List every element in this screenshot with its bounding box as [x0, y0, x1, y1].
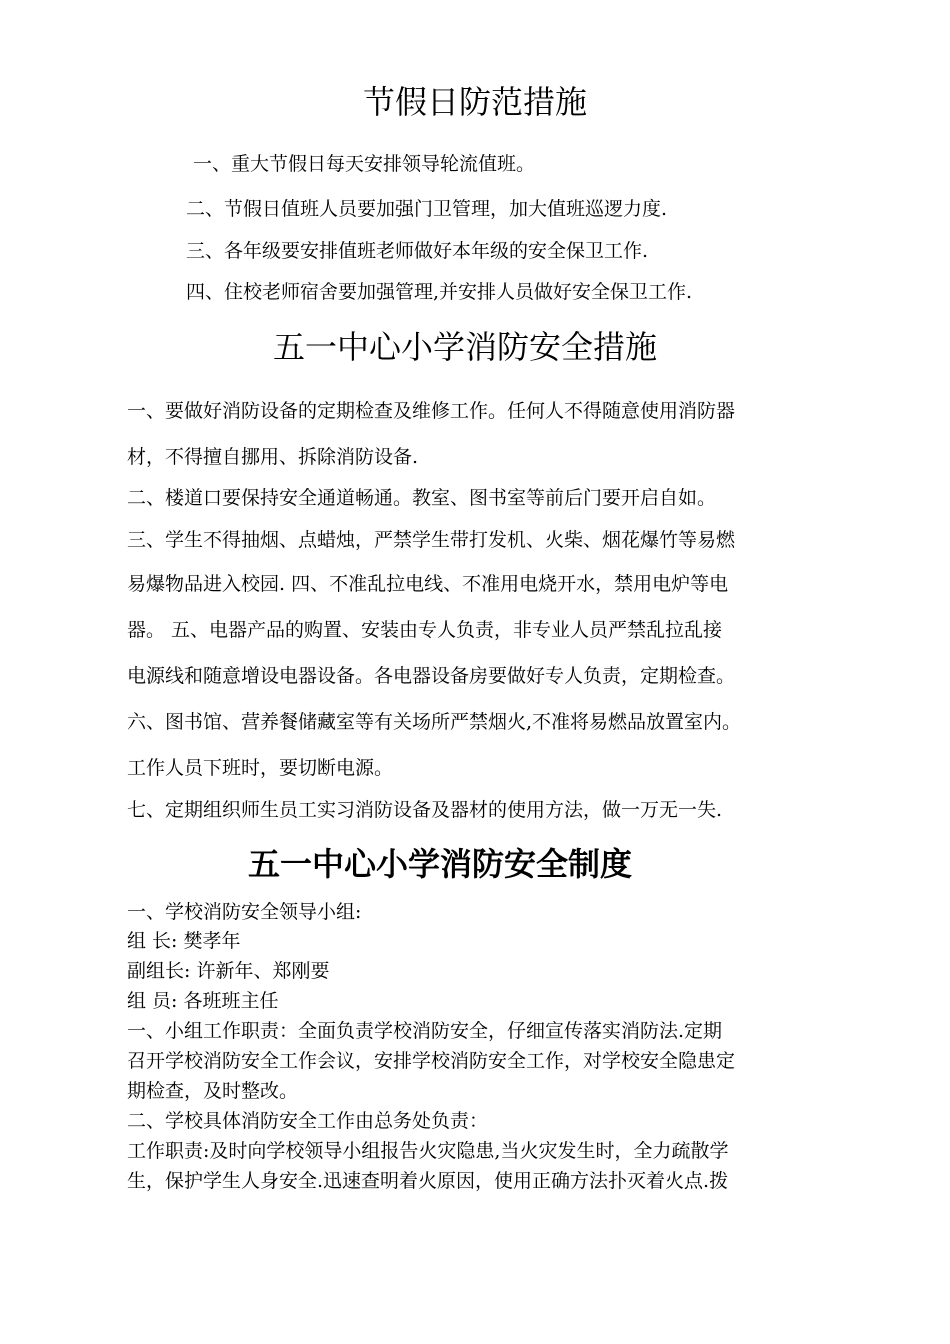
fire-system-line-8: 二、学校具体消防安全工作由总务处负责： [127, 1110, 489, 1132]
fire-measures-line-5: 易爆物品进入校园. 四、不准乱拉电线、不准用电烧开水，禁用电炉等电 [127, 573, 729, 595]
fire-measures-line-9: 工作人员下班时，要切断电源。 [127, 757, 394, 779]
fire-system-line-9: 工作职责:及时向学校领导小组报告火灾隐患,当火灾发生时，全力疏散学 [127, 1140, 729, 1162]
fire-system-line-4: 组 员: 各班班主任 [127, 990, 279, 1012]
holiday-item-2: 二、节假日值班人员要加强门卫管理，加大值班巡逻力度. [186, 198, 668, 220]
section-title-holiday: 节假日防范措施 [362, 83, 587, 121]
fire-system-line-10: 生，保护学生人身安全.迅速查明着火原因，使用正确方法扑灭着火点.拨 [127, 1170, 729, 1192]
fire-measures-line-10: 七、定期组织师生员工实习消防设备及器材的使用方法，做一万无一失. [127, 799, 723, 821]
section-title-fire-measures: 五一中心小学消防安全措施 [272, 328, 657, 366]
holiday-item-4: 四、住校老师宿舍要加强管理,并安排人员做好安全保卫工作. [186, 281, 693, 303]
fire-system-line-2: 组 长: 樊孝年 [127, 930, 241, 952]
fire-system-line-6: 召开学校消防安全工作会议，安排学校消防安全工作，对学校安全隐患定 [127, 1050, 736, 1072]
fire-system-line-5: 一、小组工作职责：全面负责学校消防安全，仔细宣传落实消防法.定期 [127, 1020, 723, 1042]
holiday-item-1: 一、重大节假日每天安排领导轮流值班。 [193, 153, 536, 175]
holiday-item-3: 三、各年级要安排值班老师做好本年级的安全保卫工作. [186, 240, 649, 262]
fire-measures-line-8: 六、图书馆、营养餐储藏室等有关场所严禁烟火,不准将易燃品放置室内。 [127, 711, 742, 733]
fire-system-line-7: 期检查，及时整改。 [127, 1080, 299, 1102]
section-title-fire-system: 五一中心小学消防安全制度 [247, 845, 632, 883]
fire-measures-line-4: 三、学生不得抽烟、点蜡烛，严禁学生带打发机、火柴、烟花爆竹等易燃 [127, 529, 736, 551]
fire-measures-line-6: 器。 五、电器产品的购置、安装由专人负责，非专业人员严禁乱拉乱接 [127, 619, 723, 641]
fire-measures-line-1: 一、要做好消防设备的定期检查及维修工作。任何人不得随意使用消防器 [127, 400, 736, 422]
fire-measures-line-2: 材，不得擅自挪用、拆除消防设备. [127, 446, 419, 468]
fire-system-line-3: 副组长: 许新年、郑刚要 [127, 960, 330, 982]
fire-system-line-1: 一、学校消防安全领导小组: [127, 901, 362, 923]
fire-measures-line-3: 二、楼道口要保持安全通道畅通。教室、图书室等前后门要开启自如。 [127, 487, 717, 509]
fire-measures-line-7: 电源线和随意增设电器设备。各电器设备房要做好专人负责，定期检查。 [127, 665, 736, 687]
